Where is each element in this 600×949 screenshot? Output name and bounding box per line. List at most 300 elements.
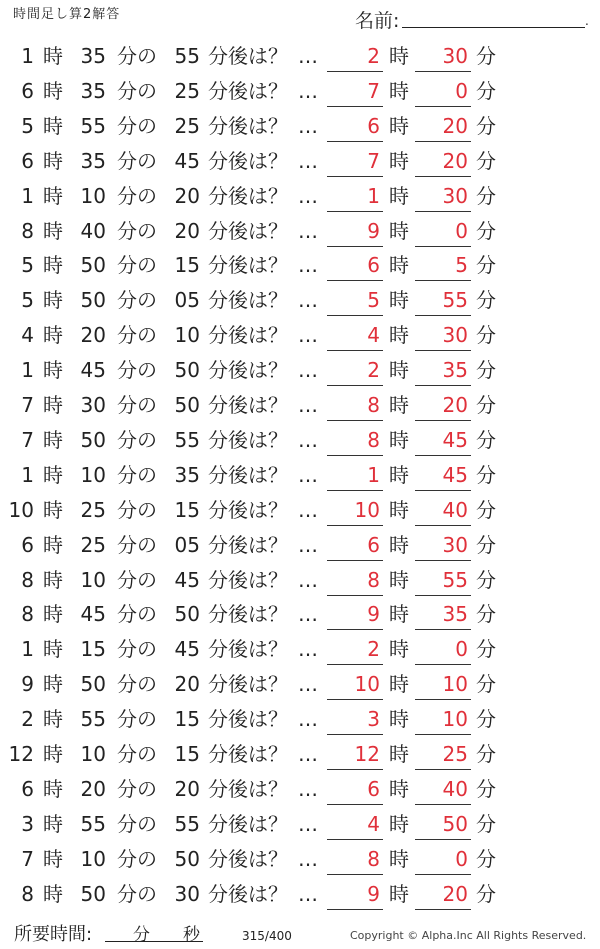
minute-of-label: 分の [117, 707, 157, 732]
minute-of-label: 分の [117, 532, 157, 557]
minute-label: 分 [476, 78, 496, 103]
added-minutes: 20 [174, 218, 200, 243]
ellipsis-label: … [298, 776, 318, 801]
hour-label: 時 [389, 148, 409, 173]
minute-of-label: 分の [117, 427, 157, 452]
answer-minute-blank[interactable] [415, 350, 471, 351]
answer-hour-blank[interactable] [327, 734, 383, 735]
problem-row [0, 319, 600, 354]
answer-minute: 55 [442, 288, 468, 313]
problem-row [0, 633, 600, 668]
answer-hour-blank[interactable] [327, 769, 383, 770]
hour-label: 時 [43, 532, 63, 557]
minute-of-label: 分の [117, 846, 157, 871]
minutes-later-label: 分後は？ [208, 358, 288, 383]
start-minute: 45 [80, 358, 106, 383]
ellipsis-label: … [298, 672, 318, 697]
answer-minute-blank[interactable] [415, 315, 471, 316]
minutes-later-label: 分後は？ [208, 183, 288, 208]
answer-minute-blank[interactable] [415, 664, 471, 665]
start-hour: 8 [21, 218, 34, 243]
answer-minute-blank[interactable] [415, 490, 471, 491]
problem-row [0, 75, 600, 110]
minute-label: 分 [476, 183, 496, 208]
answer-minute: 30 [442, 532, 468, 557]
minutes-later-label: 分後は？ [208, 707, 288, 732]
ellipsis-label: … [298, 707, 318, 732]
answer-hour: 1 [367, 462, 380, 487]
answer-minute-blank[interactable] [415, 420, 471, 421]
hour-label: 時 [43, 637, 63, 662]
answer-hour-blank[interactable] [327, 874, 383, 875]
hour-label: 時 [43, 148, 63, 173]
minute-label: 分 [476, 253, 496, 278]
start-minute: 10 [80, 742, 106, 766]
added-minutes: 50 [174, 393, 200, 417]
minute-label: 分 [476, 672, 496, 697]
minute-label: 分 [476, 462, 496, 487]
minute-label: 分 [476, 637, 496, 662]
hour-label: 時 [43, 567, 63, 592]
answer-hour: 2 [367, 44, 380, 68]
answer-hour: 12 [354, 742, 380, 766]
seconds-unit: 秒 [183, 925, 200, 945]
hour-label: 時 [43, 602, 63, 627]
answer-minute-blank[interactable] [415, 595, 471, 596]
ellipsis-label: … [298, 183, 318, 208]
answer-minute-blank[interactable] [415, 106, 471, 107]
minute-label: 分 [476, 427, 496, 452]
name-line-end: . [585, 14, 589, 28]
added-minutes: 20 [174, 776, 200, 801]
ellipsis-label: … [298, 323, 318, 348]
minutes-later-label: 分後は？ [208, 532, 288, 557]
start-hour: 1 [21, 637, 34, 662]
hour-label: 時 [43, 218, 63, 243]
start-minute: 30 [80, 393, 106, 417]
answer-hour-blank[interactable] [327, 664, 383, 665]
answer-hour: 5 [367, 288, 380, 313]
hour-label: 時 [43, 811, 63, 836]
start-minute: 25 [80, 497, 106, 522]
answer-minute-blank[interactable] [415, 699, 471, 700]
answer-minute-blank[interactable] [415, 141, 471, 142]
minute-of-label: 分の [117, 44, 157, 68]
answer-minute: 35 [442, 358, 468, 383]
answer-minute-blank[interactable] [415, 246, 471, 247]
answer-hour: 9 [367, 602, 380, 627]
hour-label: 時 [43, 323, 63, 348]
problem-row [0, 215, 600, 250]
minute-of-label: 分の [117, 253, 157, 278]
hour-label: 時 [389, 776, 409, 801]
answer-hour: 10 [354, 497, 380, 522]
answer-hour-blank[interactable] [327, 525, 383, 526]
answer-minute: 20 [442, 113, 468, 138]
answer-hour: 6 [367, 253, 380, 278]
start-hour: 12 [8, 742, 34, 766]
start-hour: 5 [21, 253, 34, 278]
problem-row [0, 110, 600, 145]
answer-minute-blank[interactable] [415, 525, 471, 526]
start-hour: 10 [8, 497, 34, 522]
added-minutes: 50 [174, 602, 200, 627]
ellipsis-label: … [298, 567, 318, 592]
hour-label: 時 [389, 602, 409, 627]
answer-hour: 10 [354, 672, 380, 697]
minute-of-label: 分の [117, 148, 157, 173]
minute-label: 分 [476, 776, 496, 801]
minutes-later-label: 分後は？ [208, 567, 288, 592]
minute-of-label: 分の [117, 78, 157, 103]
answer-hour-blank[interactable] [327, 71, 383, 72]
answer-minute: 55 [442, 567, 468, 592]
answer-minute-blank[interactable] [415, 839, 471, 840]
start-hour: 1 [21, 462, 34, 487]
start-minute: 10 [80, 567, 106, 592]
minute-label: 分 [476, 567, 496, 592]
answer-minute-blank[interactable] [415, 211, 471, 212]
start-hour: 7 [21, 846, 34, 871]
minute-of-label: 分の [117, 672, 157, 697]
ellipsis-label: … [298, 881, 318, 906]
start-hour: 1 [21, 44, 34, 68]
answer-hour: 7 [367, 148, 380, 173]
answer-minute-blank[interactable] [415, 769, 471, 770]
ellipsis-label: … [298, 44, 318, 68]
answer-minute: 20 [442, 881, 468, 906]
answer-hour-blank[interactable] [327, 839, 383, 840]
answer-hour-blank[interactable] [327, 629, 383, 630]
ellipsis-label: … [298, 602, 318, 627]
hour-label: 時 [389, 846, 409, 871]
minutes-later-label: 分後は？ [208, 811, 288, 836]
minute-label: 分 [476, 811, 496, 836]
problem-row [0, 668, 600, 703]
minute-label: 分 [476, 707, 496, 732]
minutes-later-label: 分後は？ [208, 44, 288, 68]
start-minute: 50 [80, 427, 106, 452]
start-hour: 4 [21, 323, 34, 348]
answer-minute-blank[interactable] [415, 734, 471, 735]
minute-of-label: 分の [117, 393, 157, 417]
problem-row [0, 180, 600, 215]
problem-row [0, 564, 600, 599]
added-minutes: 10 [174, 323, 200, 348]
start-hour: 1 [21, 358, 34, 383]
problem-row [0, 738, 600, 773]
start-hour: 7 [21, 393, 34, 417]
minutes-later-label: 分後は？ [208, 602, 288, 627]
minutes-later-label: 分後は？ [208, 881, 288, 906]
start-hour: 8 [21, 881, 34, 906]
answer-minute: 45 [442, 427, 468, 452]
answer-hour: 2 [367, 358, 380, 383]
hour-label: 時 [43, 427, 63, 452]
start-hour: 9 [21, 672, 34, 697]
answer-hour: 1 [367, 183, 380, 208]
answer-minute-blank[interactable] [415, 874, 471, 875]
minute-label: 分 [476, 288, 496, 313]
start-minute: 50 [80, 288, 106, 313]
ellipsis-label: … [298, 497, 318, 522]
answer-hour: 4 [367, 811, 380, 836]
ellipsis-label: … [298, 253, 318, 278]
copyright: Copyright © Alpha.Inc All Rights Reserved. [350, 929, 587, 942]
minutes-later-label: 分後は？ [208, 113, 288, 138]
ellipsis-label: … [298, 113, 318, 138]
answer-hour-blank[interactable] [327, 141, 383, 142]
ellipsis-label: … [298, 742, 318, 766]
answer-hour-blank[interactable] [327, 350, 383, 351]
problem-row [0, 703, 600, 738]
answer-minute-blank[interactable] [415, 909, 471, 910]
hour-label: 時 [43, 393, 63, 417]
answer-hour: 9 [367, 881, 380, 906]
minute-of-label: 分の [117, 497, 157, 522]
answer-minute-blank[interactable] [415, 71, 471, 72]
answer-minute: 40 [442, 776, 468, 801]
added-minutes: 50 [174, 358, 200, 383]
answer-minute: 5 [455, 253, 468, 278]
hour-label: 時 [43, 183, 63, 208]
start-minute: 15 [80, 637, 106, 662]
minutes-later-label: 分後は？ [208, 462, 288, 487]
start-hour: 1 [21, 183, 34, 208]
minute-of-label: 分の [117, 776, 157, 801]
added-minutes: 15 [174, 707, 200, 732]
start-hour: 2 [21, 707, 34, 732]
problem-row [0, 459, 600, 494]
hour-label: 時 [389, 637, 409, 662]
added-minutes: 05 [174, 288, 200, 313]
minute-of-label: 分の [117, 323, 157, 348]
answer-minute: 0 [455, 78, 468, 103]
answer-minute-blank[interactable] [415, 455, 471, 456]
start-minute: 55 [80, 707, 106, 732]
hour-label: 時 [389, 672, 409, 697]
added-minutes: 05 [174, 532, 200, 557]
minute-label: 分 [476, 218, 496, 243]
hour-label: 時 [43, 462, 63, 487]
answer-hour-blank[interactable] [327, 699, 383, 700]
answer-minute: 45 [442, 462, 468, 487]
answer-hour: 8 [367, 427, 380, 452]
problem-row [0, 145, 600, 180]
minute-label: 分 [476, 881, 496, 906]
minutes-later-label: 分後は？ [208, 497, 288, 522]
hour-label: 時 [389, 811, 409, 836]
answer-minute: 30 [442, 44, 468, 68]
minutes-later-label: 分後は？ [208, 776, 288, 801]
hour-label: 時 [389, 393, 409, 417]
hour-label: 時 [389, 78, 409, 103]
answer-minute: 20 [442, 393, 468, 417]
hour-label: 時 [43, 253, 63, 278]
added-minutes: 20 [174, 183, 200, 208]
answer-minute-blank[interactable] [415, 176, 471, 177]
answer-hour-blank[interactable] [327, 280, 383, 281]
start-minute: 55 [80, 811, 106, 836]
minutes-later-label: 分後は？ [208, 323, 288, 348]
answer-hour-blank[interactable] [327, 385, 383, 386]
answer-hour-blank[interactable] [327, 490, 383, 491]
page-number: 315/400 [242, 929, 292, 943]
problem-row [0, 808, 600, 843]
problem-row [0, 598, 600, 633]
answer-minute: 35 [442, 602, 468, 627]
minute-of-label: 分の [117, 288, 157, 313]
minute-label: 分 [476, 393, 496, 417]
answer-minute: 10 [442, 672, 468, 697]
answer-hour: 6 [367, 113, 380, 138]
hour-label: 時 [389, 323, 409, 348]
hour-label: 時 [389, 427, 409, 452]
problem-row [0, 424, 600, 459]
start-minute: 20 [80, 776, 106, 801]
hour-label: 時 [389, 881, 409, 906]
start-hour: 7 [21, 427, 34, 452]
worksheet-title: 時間足し算2解答 [13, 7, 121, 22]
problem-row [0, 529, 600, 564]
start-minute: 35 [80, 44, 106, 68]
time-required-label: 所要時間: [14, 924, 93, 945]
hour-label: 時 [43, 776, 63, 801]
answer-hour-blank[interactable] [327, 455, 383, 456]
start-hour: 3 [21, 811, 34, 836]
minute-of-label: 分の [117, 567, 157, 592]
added-minutes: 25 [174, 113, 200, 138]
minutes-later-label: 分後は？ [208, 742, 288, 766]
problem-row [0, 843, 600, 878]
answer-hour-blank[interactable] [327, 246, 383, 247]
minutes-later-label: 分後は？ [208, 393, 288, 417]
answer-hour-blank[interactable] [327, 420, 383, 421]
ellipsis-label: … [298, 358, 318, 383]
hour-label: 時 [389, 183, 409, 208]
answer-hour: 4 [367, 323, 380, 348]
answer-minute-blank[interactable] [415, 560, 471, 561]
added-minutes: 15 [174, 253, 200, 278]
answer-minute: 25 [442, 742, 468, 766]
hour-label: 時 [389, 567, 409, 592]
minutes-later-label: 分後は？ [208, 78, 288, 103]
added-minutes: 35 [174, 462, 200, 487]
minute-of-label: 分の [117, 637, 157, 662]
start-hour: 5 [21, 288, 34, 313]
answer-minute-blank[interactable] [415, 385, 471, 386]
answer-hour: 8 [367, 846, 380, 871]
minute-label: 分 [476, 742, 496, 766]
hour-label: 時 [43, 113, 63, 138]
answer-minute-blank[interactable] [415, 629, 471, 630]
minute-label: 分 [476, 113, 496, 138]
minute-of-label: 分の [117, 113, 157, 138]
name-label: 名前: [355, 10, 400, 32]
answer-minute: 0 [455, 637, 468, 662]
answer-minute: 50 [442, 811, 468, 836]
minute-label: 分 [476, 602, 496, 627]
start-hour: 6 [21, 148, 34, 173]
added-minutes: 25 [174, 78, 200, 103]
hour-label: 時 [43, 742, 63, 766]
minute-label: 分 [476, 532, 496, 557]
minute-label: 分 [476, 148, 496, 173]
start-minute: 50 [80, 672, 106, 697]
minute-of-label: 分の [117, 218, 157, 243]
answer-hour-blank[interactable] [327, 560, 383, 561]
hour-label: 時 [389, 707, 409, 732]
minutes-later-label: 分後は？ [208, 846, 288, 871]
answer-hour-blank[interactable] [327, 176, 383, 177]
problem-row [0, 354, 600, 389]
ellipsis-label: … [298, 288, 318, 313]
minute-label: 分 [476, 44, 496, 68]
answer-minute-blank[interactable] [415, 804, 471, 805]
answer-hour-blank[interactable] [327, 211, 383, 212]
start-minute: 50 [80, 881, 106, 906]
problem-row [0, 389, 600, 424]
answer-hour: 7 [367, 78, 380, 103]
start-minute: 10 [80, 846, 106, 871]
minute-of-label: 分の [117, 183, 157, 208]
hour-label: 時 [43, 358, 63, 383]
answer-minute: 20 [442, 148, 468, 173]
answer-hour: 6 [367, 532, 380, 557]
answer-hour-blank[interactable] [327, 804, 383, 805]
hour-label: 時 [43, 881, 63, 906]
hour-label: 時 [389, 532, 409, 557]
start-minute: 35 [80, 78, 106, 103]
answer-hour: 3 [367, 707, 380, 732]
hour-label: 時 [43, 288, 63, 313]
answer-hour: 6 [367, 776, 380, 801]
minutes-later-label: 分後は？ [208, 253, 288, 278]
minute-label: 分 [476, 846, 496, 871]
minutes-later-label: 分後は？ [208, 288, 288, 313]
answer-minute-blank[interactable] [415, 280, 471, 281]
ellipsis-label: … [298, 427, 318, 452]
minute-label: 分 [476, 323, 496, 348]
added-minutes: 30 [174, 881, 200, 906]
answer-minute: 0 [455, 218, 468, 243]
minute-label: 分 [476, 497, 496, 522]
problem-row [0, 494, 600, 529]
ellipsis-label: … [298, 218, 318, 243]
ellipsis-label: … [298, 78, 318, 103]
answer-hour-blank[interactable] [327, 106, 383, 107]
start-minute: 20 [80, 323, 106, 348]
start-minute: 10 [80, 183, 106, 208]
problem-row [0, 249, 600, 284]
problem-row [0, 284, 600, 319]
hour-label: 時 [389, 358, 409, 383]
hour-label: 時 [389, 218, 409, 243]
hour-label: 時 [43, 707, 63, 732]
hour-label: 時 [389, 44, 409, 68]
answer-hour-blank[interactable] [327, 909, 383, 910]
minute-label: 分 [476, 358, 496, 383]
minute-of-label: 分の [117, 358, 157, 383]
answer-minute: 30 [442, 183, 468, 208]
name-field-line[interactable] [402, 27, 585, 28]
hour-label: 時 [389, 462, 409, 487]
ellipsis-label: … [298, 811, 318, 836]
answer-minute: 0 [455, 846, 468, 871]
answer-hour-blank[interactable] [327, 595, 383, 596]
answer-hour-blank[interactable] [327, 315, 383, 316]
minutes-later-label: 分後は？ [208, 148, 288, 173]
